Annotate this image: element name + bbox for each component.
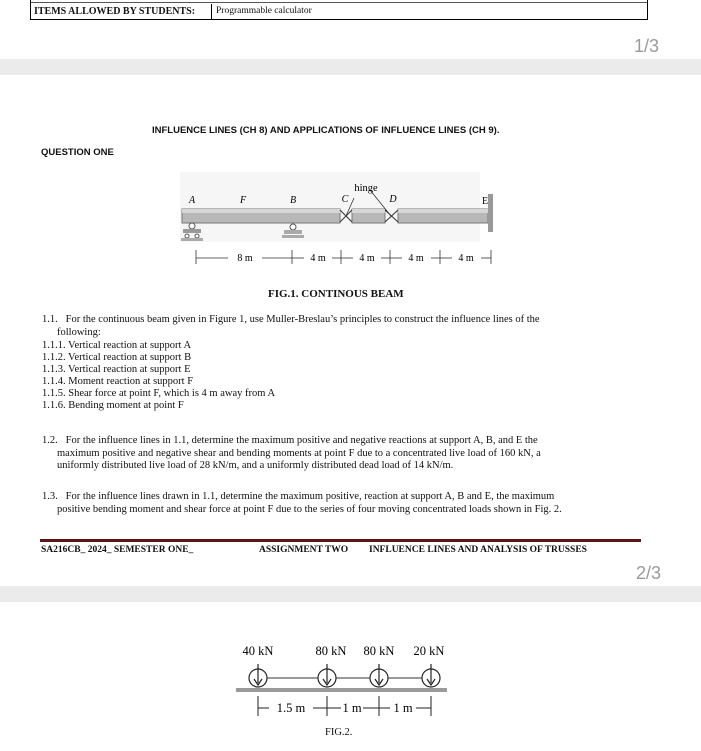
items-allowed-label: ITEMS ALLOWED BY STUDENTS:: [31, 4, 212, 19]
question-1-3-line-2: positive bending moment and shear force at point F due to the series of four moving concentrated loads shown in Fig. 2.: [57, 503, 562, 515]
question-1-1-text: For the continuous beam given in Figure 1, use Muller-Breslau’s principles to construct the influence lines of the: [65, 314, 540, 325]
question-1-1: [42, 314, 640, 339]
dim-8m: 8 m: [237, 253, 253, 264]
footer-topic: INFLUENCE LINES AND ANALYSIS OF TRUSSES: [369, 545, 587, 555]
page-separator-2: [0, 586, 701, 602]
items-allowed-value: Programmable calculator: [216, 6, 312, 16]
label-b: B: [289, 195, 297, 206]
track-rail: [236, 688, 447, 692]
diagram-background: [180, 172, 480, 242]
wheel-icon: [318, 664, 336, 687]
question-heading: QUESTION ONE: [41, 147, 114, 158]
load-label-20kn: 20 kN: [413, 644, 445, 658]
question-1-1-line: [42, 314, 640, 327]
list-item: 1.1.1. Vertical reaction at support A: [42, 340, 192, 351]
question-1-1-number: 1.1.: [42, 314, 58, 325]
list-item: 1.1.6. Bending moment at point F: [42, 400, 184, 411]
fixed-support-e-icon: [488, 194, 493, 232]
question-1-2-text: For the influence lines in 1.1, determine the maximum positive and negative reactions at support A, B, and E the: [65, 435, 538, 446]
spacing-1m-2: 1 m: [393, 701, 413, 715]
page-separator-1: [0, 59, 701, 75]
wheel-icon: [370, 664, 388, 687]
question-1-2-line-1: [42, 435, 640, 448]
label-e: E: [481, 196, 489, 207]
load-label-80kn-1: 80 kN: [315, 644, 347, 658]
wheel-icon: [422, 664, 440, 687]
header-table: [30, 0, 648, 20]
load-label-80kn-2: 80 kN: [363, 644, 395, 658]
label-c: C: [341, 194, 349, 205]
spacing-1-5m: 1.5 m: [276, 701, 306, 715]
dim-4m-4: 4 m: [458, 253, 474, 264]
footer-course-code: SA216CB_ 2024_ SEMESTER ONE_: [41, 545, 194, 555]
question-1-1-text-cont: following:: [57, 326, 101, 338]
label-d: D: [389, 194, 397, 205]
wheel-icon: [249, 664, 267, 687]
page-number-1: 1/3: [634, 36, 660, 56]
question-1-2-line-3: uniformly distributed live load of 28 kN/m, and a uniformly distributed dead load of 14 kN/m.: [57, 460, 454, 471]
fig2-caption: FIG.2.: [325, 727, 353, 738]
page-title: INFLUENCE LINES (CH 8) AND APPLICATIONS OF INFLUENCE LINES (CH 9).: [152, 125, 500, 136]
question-1-3: [42, 491, 640, 516]
label-a: A: [188, 195, 196, 206]
fig1-beam-diagram: [170, 170, 510, 274]
question-1-3-line-1: [42, 491, 640, 504]
question-1-2-number: 1.2.: [42, 435, 58, 446]
spacing-1m-1: 1 m: [342, 701, 362, 715]
list-item: 1.1.5. Shear force at point F, which is 4 m away from A: [42, 388, 276, 399]
table-rule: [31, 2, 647, 3]
page-number-2: 2/3: [636, 563, 662, 583]
question-1-2-line-2: maximum positive and negative shear and bending moments at point F due to a concentrated live load of 160 kN, a: [57, 447, 541, 459]
fig2-load-diagram: [230, 636, 460, 722]
beam-highlight-2: [352, 209, 385, 213]
label-hinge: hinge: [354, 183, 378, 194]
dim-4m-1: 4 m: [310, 253, 326, 264]
footer-rule: [40, 539, 641, 542]
label-f: F: [239, 195, 247, 206]
dim-4m-2: 4 m: [359, 253, 375, 264]
list-item: 1.1.2. Vertical reaction at support B: [42, 352, 192, 363]
list-item: 1.1.3. Vertical reaction at support E: [42, 364, 191, 375]
dim-4m-3: 4 m: [408, 253, 424, 264]
fig1-caption: FIG.1. CONTINOUS BEAM: [268, 288, 404, 300]
question-1-3-text: For the influence lines drawn in 1.1, determine the maximum positive, reaction at support A, B and E, the maximum: [65, 491, 555, 502]
question-1-3-number: 1.3.: [42, 491, 58, 502]
beam-highlight-1: [182, 209, 340, 213]
question-1-2: [42, 435, 640, 473]
list-item: 1.1.4. Moment reaction at support F: [42, 376, 194, 387]
beam-highlight-3: [398, 209, 488, 213]
load-label-40kn: 40 kN: [242, 644, 274, 658]
question-1-1-items: [42, 340, 275, 412]
footer-assignment: ASSIGNMENT TWO: [259, 545, 349, 555]
